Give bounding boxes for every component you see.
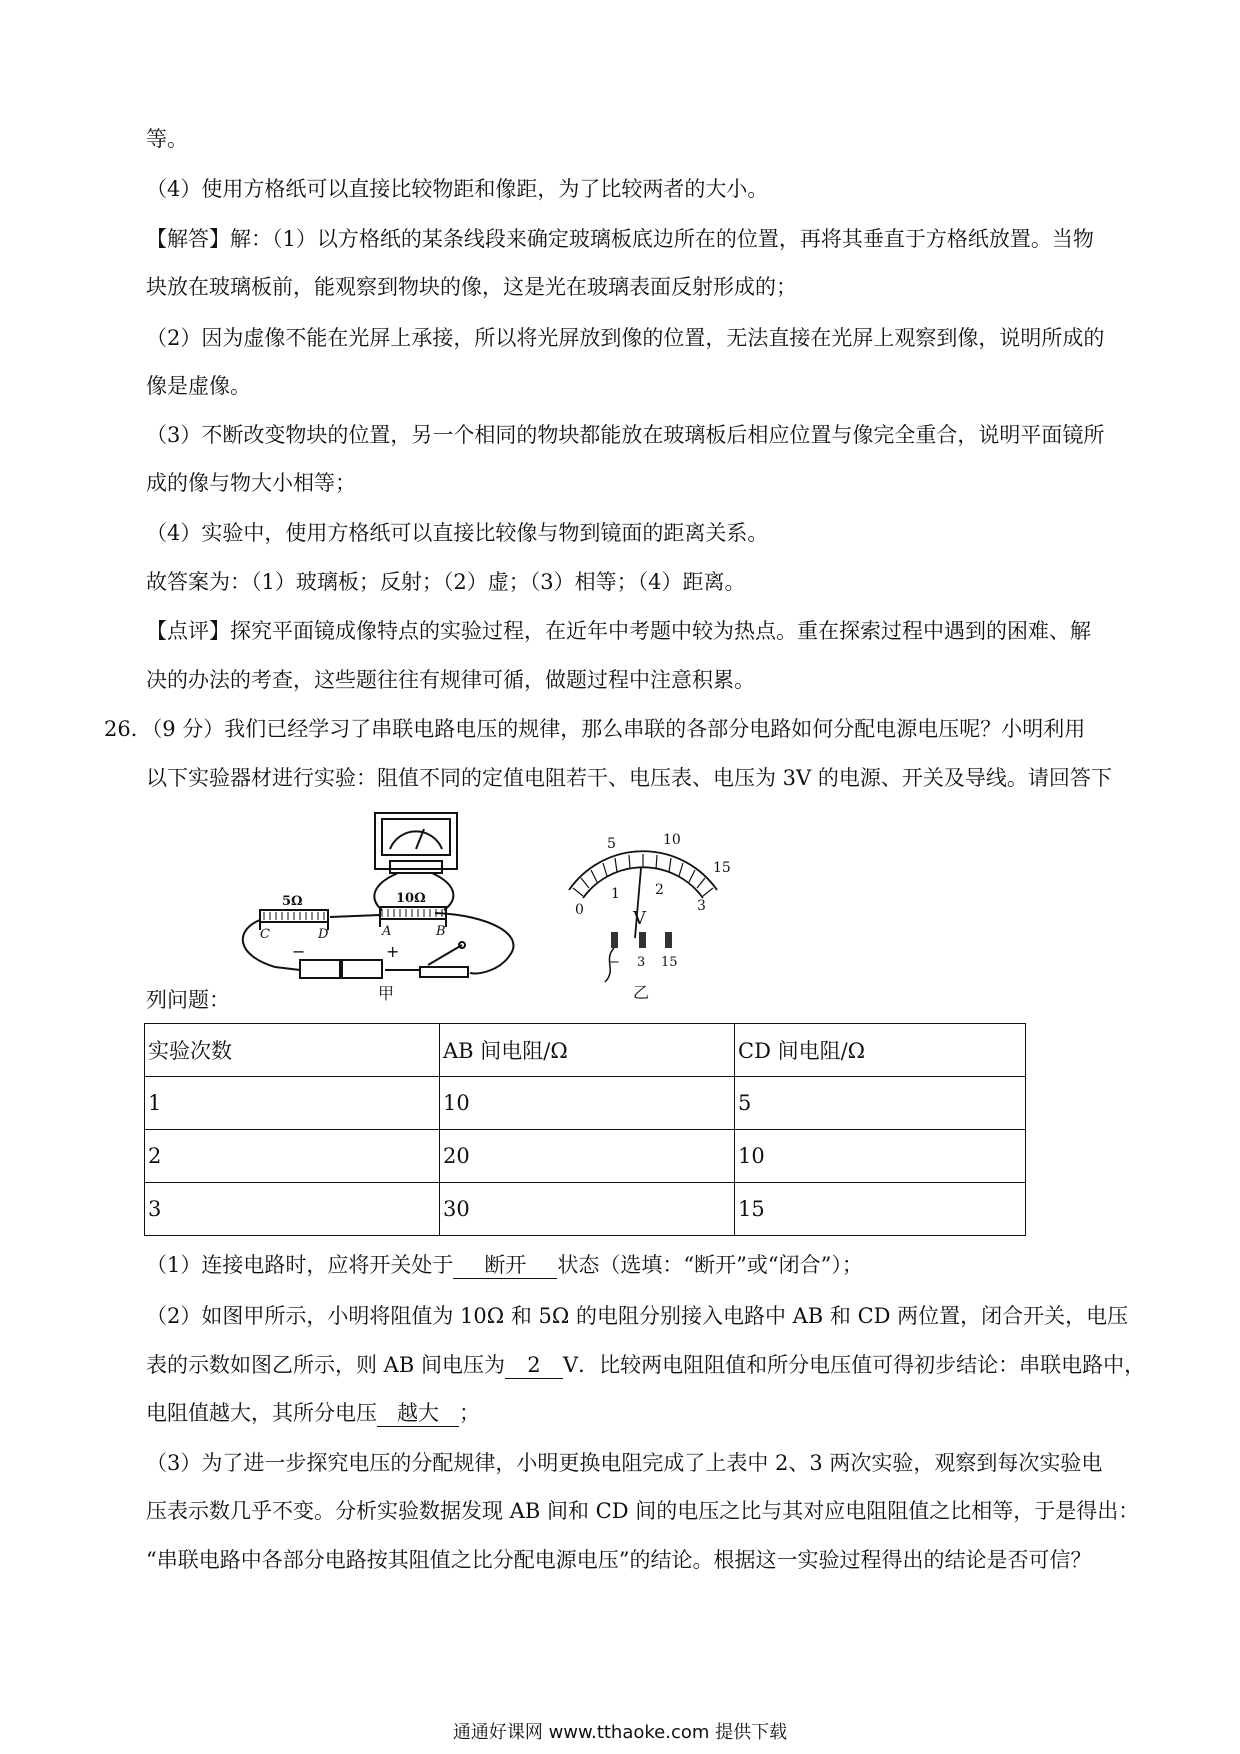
text-line: （4）使用方格纸可以直接比较物距和像距，为了比较两者的大小。 [146,177,769,201]
answer-blank-3: 越大 [377,1400,459,1427]
voltmeter-dial-figure [555,820,740,1005]
answer-blank-2: 2 [505,1352,563,1379]
terminal-15: 15 [661,955,678,970]
label-10ohm: 10Ω [396,891,426,906]
table-row [145,1183,1026,1236]
table-cell: 30 [440,1183,735,1236]
dial-10: 10 [663,832,681,848]
label-a: A [382,924,392,939]
circuit-figure [230,805,540,1005]
terminal-3: 3 [637,955,646,970]
text-line: 决的办法的考查，这些题往往有规律可循，做题过程中注意积累。 [146,668,755,692]
label-b: B [436,924,446,939]
table-cell: 20 [440,1130,735,1183]
table-cell: 1 [145,1077,440,1130]
table-cell: 10 [440,1077,735,1130]
battery-plus: + [386,942,400,961]
text: （1）连接电路时，应将开关处于 [146,1253,454,1277]
dial-1: 1 [611,886,620,902]
text-line: （4）实验中，使用方格纸可以直接比较像与物到镜面的距离关系。 [146,521,769,545]
terminal-minus: − [609,955,620,970]
question-26-title: 26．（9 分）我们已经学习了串联电路电压的规律，那么串联的各部分电路如何分配电源电压呢？小明利用 [104,717,1086,741]
text-line: 列问题： [146,988,230,1012]
battery-minus: − [292,942,306,961]
text-line: （2）因为虚像不能在光屏上承接，所以将光屏放到像的位置，无法直接在光屏上观察到像，说明所成的 [146,326,1105,350]
table-header: 实验次数 [145,1024,440,1077]
dial-2: 2 [655,882,664,898]
question-2-line-2 [146,1350,1145,1380]
text-line: （3）不断改变物块的位置，另一个相同的物块都能放在玻璃板后相应位置与像完全重合，说明平面镜所 [146,423,1105,447]
table-cell: 2 [145,1130,440,1183]
text: V．比较两电阻阻值和所分电压值可得初步结论：串联电路中， [562,1353,1146,1377]
text-line: 等。 [146,127,188,151]
text-line: 块放在玻璃板前，能观察到物块的像，这是光在玻璃表面反射形成的； [146,275,797,299]
table-row [145,1130,1026,1183]
table-header: AB 间电阻/Ω [440,1024,735,1077]
dial-0: 0 [575,902,584,918]
label-d: D [318,927,329,942]
answer-blank-1: 断开 [453,1252,557,1279]
text: 电阻值越大，其所分电压 [146,1401,377,1425]
text-line: 【解答】解：（1）以方格纸的某条线段来确定玻璃板底边所在的位置，再将其垂直于方格纸放置。当物 [146,227,1094,251]
text-line: 【点评】探究平面镜成像特点的实验过程，在近年中考题中较为热点。重在探索过程中遇到的困难、解 [146,619,1091,643]
text-line: 像是虚像。 [146,374,251,398]
table-cell: 15 [735,1183,1026,1236]
question-2-line-3 [146,1398,480,1428]
text-line: 成的像与物大小相等； [146,471,356,495]
figure-label-jia: 甲 [378,984,395,1003]
question-2-line-1: （2）如图甲所示，小明将阻值为 10Ω 和 5Ω 的电阻分别接入电路中 AB 和 CD 两位置，闭合开关，电压 [146,1304,1129,1328]
text: 状态（选填：“断开”或“闭合”）； [557,1253,863,1277]
label-5ohm: 5Ω [282,894,303,909]
question-3-line-2: 压表示数几乎不变。分析实验数据发现 AB 间和 CD 间的电压之比与其对应电阻阻值之比相等，于是得出： [146,1499,1140,1523]
question-3-line-1: （3）为了进一步探究电压的分配规律，小明更换电阻完成了上表中 2、3 两次实验，观察到每次实验电 [146,1451,1103,1475]
table-header-row [145,1024,1026,1077]
table-header: CD 间电阻/Ω [735,1024,1026,1077]
page-footer: 通通好课网 www.tthaoke.com 提供下载 [452,1722,788,1743]
dial-15: 15 [713,860,731,876]
voltmeter-symbol: V [633,908,646,929]
text: 表的示数如图乙所示，则 AB 间电压为 [146,1353,505,1377]
table-row [145,1077,1026,1130]
text: ； [459,1401,480,1425]
text-line: 以下实验器材进行实验：阻值不同的定值电阻若干、电压表、电压为 3V 的电源、开关及导线。请回答下 [146,766,1112,790]
dial-5: 5 [607,836,616,852]
text-line: 故答案为：（1）玻璃板；反射；（2）虚；（3）相等；（4）距离。 [146,570,746,594]
figure-label-yi: 乙 [633,983,650,1002]
question-3-line-3: “串联电路中各部分电路按其阻值之比分配电源电压”的结论。根据这一实验过程得出的结论是否可信？ [146,1548,1092,1572]
table-cell: 10 [735,1130,1026,1183]
dial-3: 3 [697,898,706,914]
table-cell: 5 [735,1077,1026,1130]
label-c: C [260,927,270,942]
table-cell: 3 [145,1183,440,1236]
question-1 [146,1250,863,1280]
data-table [144,1023,1026,1236]
